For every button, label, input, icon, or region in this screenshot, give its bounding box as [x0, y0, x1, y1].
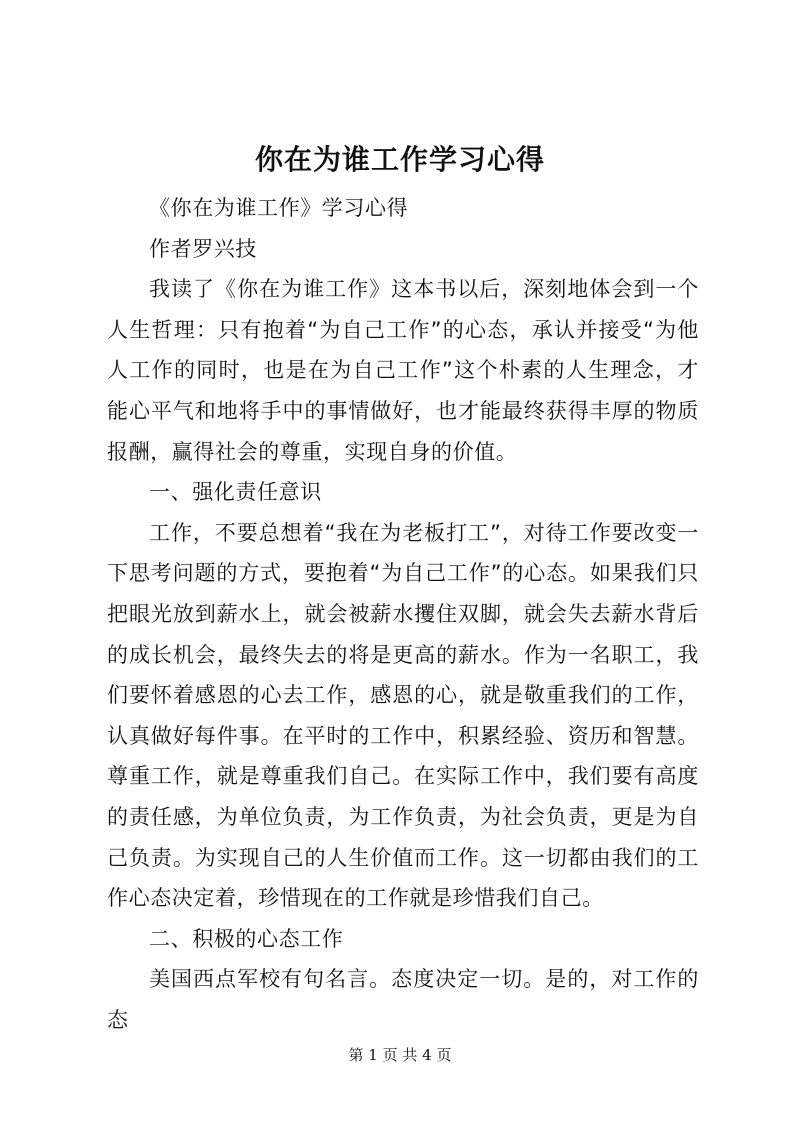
subtitle-paragraph: 《你在为谁工作》学习心得: [149, 196, 409, 220]
section-heading-2: 二、积极的心态工作: [149, 926, 344, 951]
section-2-paragraph: 美国西点军校有句名言。态度决定一切。是的，对工作的态: [107, 967, 699, 1032]
author-paragraph: 作者罗兴技: [149, 236, 257, 261]
document-body: [107, 188, 699, 1040]
section-1-paragraph: 工作，不要总想着“我在为老板打工”，对待工作要改变一下思考问题的方式，要抱着“为自己工作”的心态。如果我们只把眼光放到薪水上，就会被薪水攫住双脚，就会失去薪水背后的成长机会，最终失去的将是更高的薪水。作为一名职工，我们要怀着感恩的心去工作，感恩的心，就是敬重我们的工作，认真做好每件事。在平时的工作中，积累经验、资历和智慧。尊重工作，就是尊重我们自己。在实际工作中，我们要有高度的责任感，为单位负责，为工作负责，为社会负责，更是为自己负责。为实现自己的人生价值而工作。这一切都由我们的工作心态决定着，珍惜现在的工作就是珍惜我们自己。: [107, 520, 699, 911]
page-footer: 第 1 页 共 4 页: [348, 1046, 452, 1064]
section-heading-1: 一、强化责任意识: [149, 480, 322, 505]
intro-paragraph: 我读了《你在为谁工作》这本书以后，深刻地体会到一个人生哲理：只有抱着“为自己工作”的心态，承认并接受“为他人工作的同时，也是在为自己工作”这个朴素的人生理念，才能心平气和地将手中的事情做好，也才能最终获得丰厚的物质报酬，赢得社会的尊重，实现自身的价值。: [107, 277, 699, 464]
document-title: 你在为谁工作学习心得: [254, 143, 545, 176]
